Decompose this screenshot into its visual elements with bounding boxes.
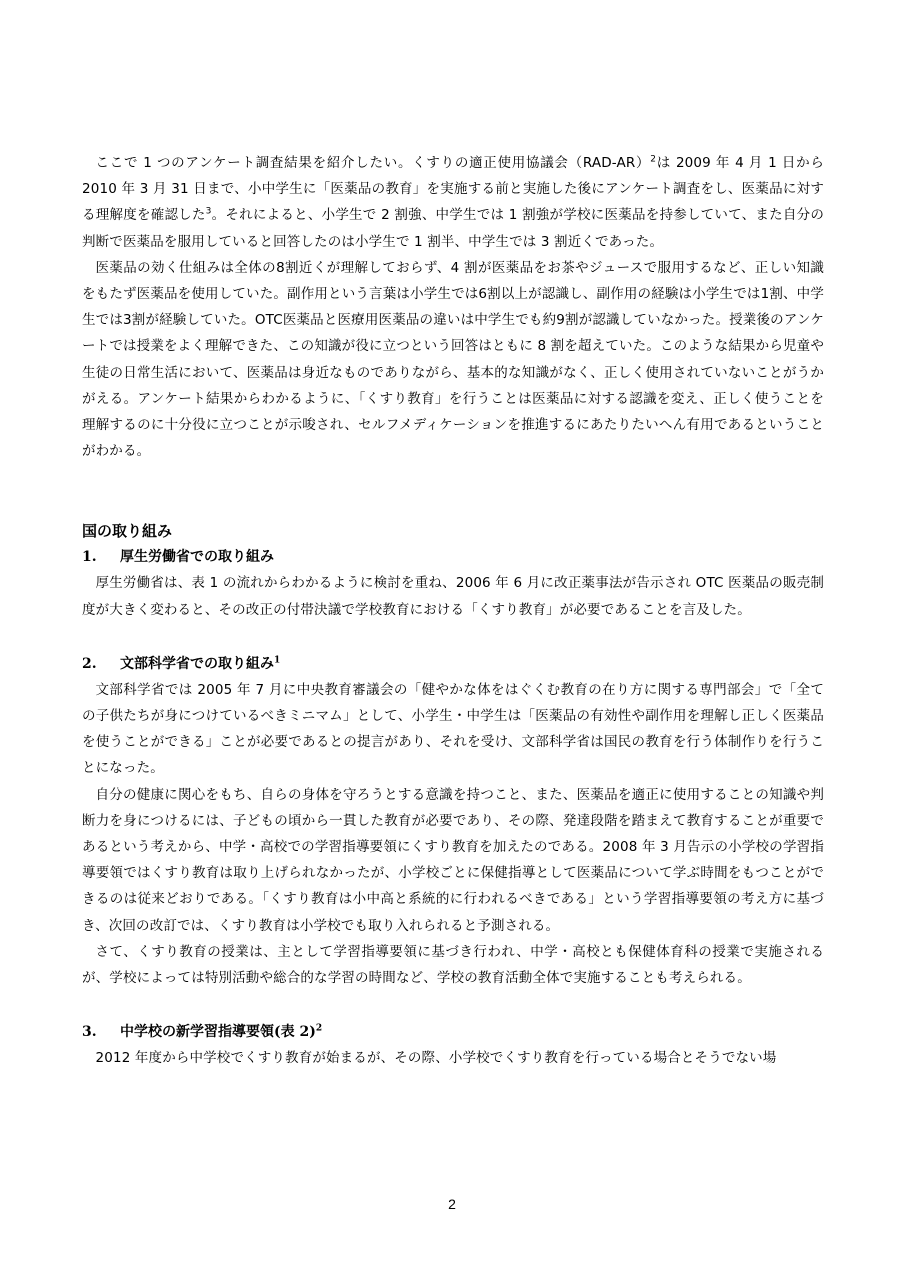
page-content: [82, 150, 824, 1071]
section-title: 国の取り組み: [82, 522, 173, 541]
footnote-ref: 3: [205, 206, 212, 217]
spacer: [82, 991, 824, 1019]
subsection-title: 中学校の新学習指導要領(表 2): [120, 1024, 316, 1041]
subsection-2-heading: [82, 651, 824, 677]
subsection-3-heading: [82, 1019, 824, 1045]
subsection-1-heading: [82, 544, 824, 570]
spacer: [82, 464, 824, 518]
text-run: ここで 1 つのアンケート調査結果を紹介したい。くすりの適正使用協議会（RAD-AR）: [95, 155, 651, 171]
subsection-number: 1.: [82, 549, 97, 566]
mhlw-paragraph: 厚生労働省は、表 1 の流れからわかるように検討を重ね、2006 年 6 月に改正薬事法が告示され OTC 医薬品の販売制度が大きく変わると、その改正の付帯決議で学校教育における「くすり教育」が必要であることを言及した。: [82, 575, 824, 618]
footnote-ref: 2: [315, 1023, 323, 1034]
subsection-title: 厚生労働省での取り組み: [120, 549, 274, 566]
mext-paragraph-2: 自分の健康に関心をもち、自らの身体を守ろうとする意識を持つこと、また、医薬品を適正に使用することの知識や判断力を身につけるには、子どもの頃から一貫した教育が必要であり、その際、発達段階を踏まえて教育することが重要であるという考えから、中学・高校での学習指導要領にくすり教育を加えたのである。2008 年 3 月告示の小学校の学習指導要領ではくすり教育は取り上げられなかったが、小学校ごとに保健指導として医薬品について学ぶ時間をもつことができるのは従来どおりである。「くすり教育は小中高と系統的に行われるべきである」という学習指導要領の考え方に基づき、次回の改訂では、くすり教育は小学校でも取り入れられると予測される。: [82, 786, 824, 934]
subsection-number: 3.: [82, 1024, 97, 1041]
mext-paragraph-3: さて、くすり教育の授業は、主として学習指導要領に基づき行われ、中学・高校とも保健体育科の授業で実施されるが、学校によっては特別活動や総合的な学習の時間など、学校の教育活動全体で実施することも考えられる。: [82, 943, 824, 987]
text-run: は 2009 年 4 月 1 日から 2010 年 3 月 31 日まで、小中学生に「医薬品の教育」を実施する前と実施した後にアンケート調査をし、医薬品に対する理解度を確認した: [82, 155, 825, 224]
footnote-ref: 2: [650, 154, 657, 165]
survey-paragraph-2: 医薬品の効く仕組みは全体の8割近くが理解しておらず、4 割が医薬品をお茶やジュースで服用するなど、正しい知識をもたず医薬品を使用していた。副作用という言葉は小学生では6割以上が認識し、副作用の経験は小学生では1割、中学生では3割が経験していた。OTC医薬品と医療用医薬品の違いは中学生でも約9割が認識していなかった。授業後のアンケートでは授業をよく理解できた、この知識が役に立つという回答はともに 8 割を超えていた。このような結果から児童や生徒の日常生活において、医薬品は身近なものでありながら、基本的な知識がなく、正しく使用されていないことがうかがえる。アンケート結果からわかるように、「くすり教育」を行うことは医薬品に対する認識を変え、正しく使うことを理解するのに十分役に立つことが示唆され、セルフメディケーションを推進するにあたりたいへん有用であるということがわかる。: [82, 259, 824, 460]
mext-paragraph-1: 文部科学省では 2005 年 7 月に中央教育審議会の「健やかな体をはぐくむ教育の在り方に関する専門部会」で「全ての子供たちが身につけているべきミニマム」として、小学生・中学生は「医薬品の有効性や副作用を理解し正しく医薬品を使うことができる」ことが必要であるとの提言があり、それを受け、文部科学省は国民の教育を行う体制作りを行うことになった。: [82, 681, 824, 777]
subsection-number: 2.: [82, 655, 97, 672]
spacer: [82, 623, 824, 651]
subsection-title: 文部科学省での取り組み: [120, 655, 274, 672]
page-number: 2: [448, 1196, 456, 1212]
text-run: 。それによると、小学生で 2 割強、中学生では 1 割強が学校に医薬品を持参していて、また自分の判断で医薬品を服用していると回答したのは小学生で 1 割半、中学生では 3 割近くであった。: [82, 207, 824, 250]
footnote-ref: 1: [274, 655, 281, 666]
curriculum-paragraph: 2012 年度から中学校でくすり教育が始まるが、その際、小学校でくすり教育を行っている場合とそうでない場: [95, 1050, 777, 1067]
survey-paragraph-1: [82, 150, 824, 255]
